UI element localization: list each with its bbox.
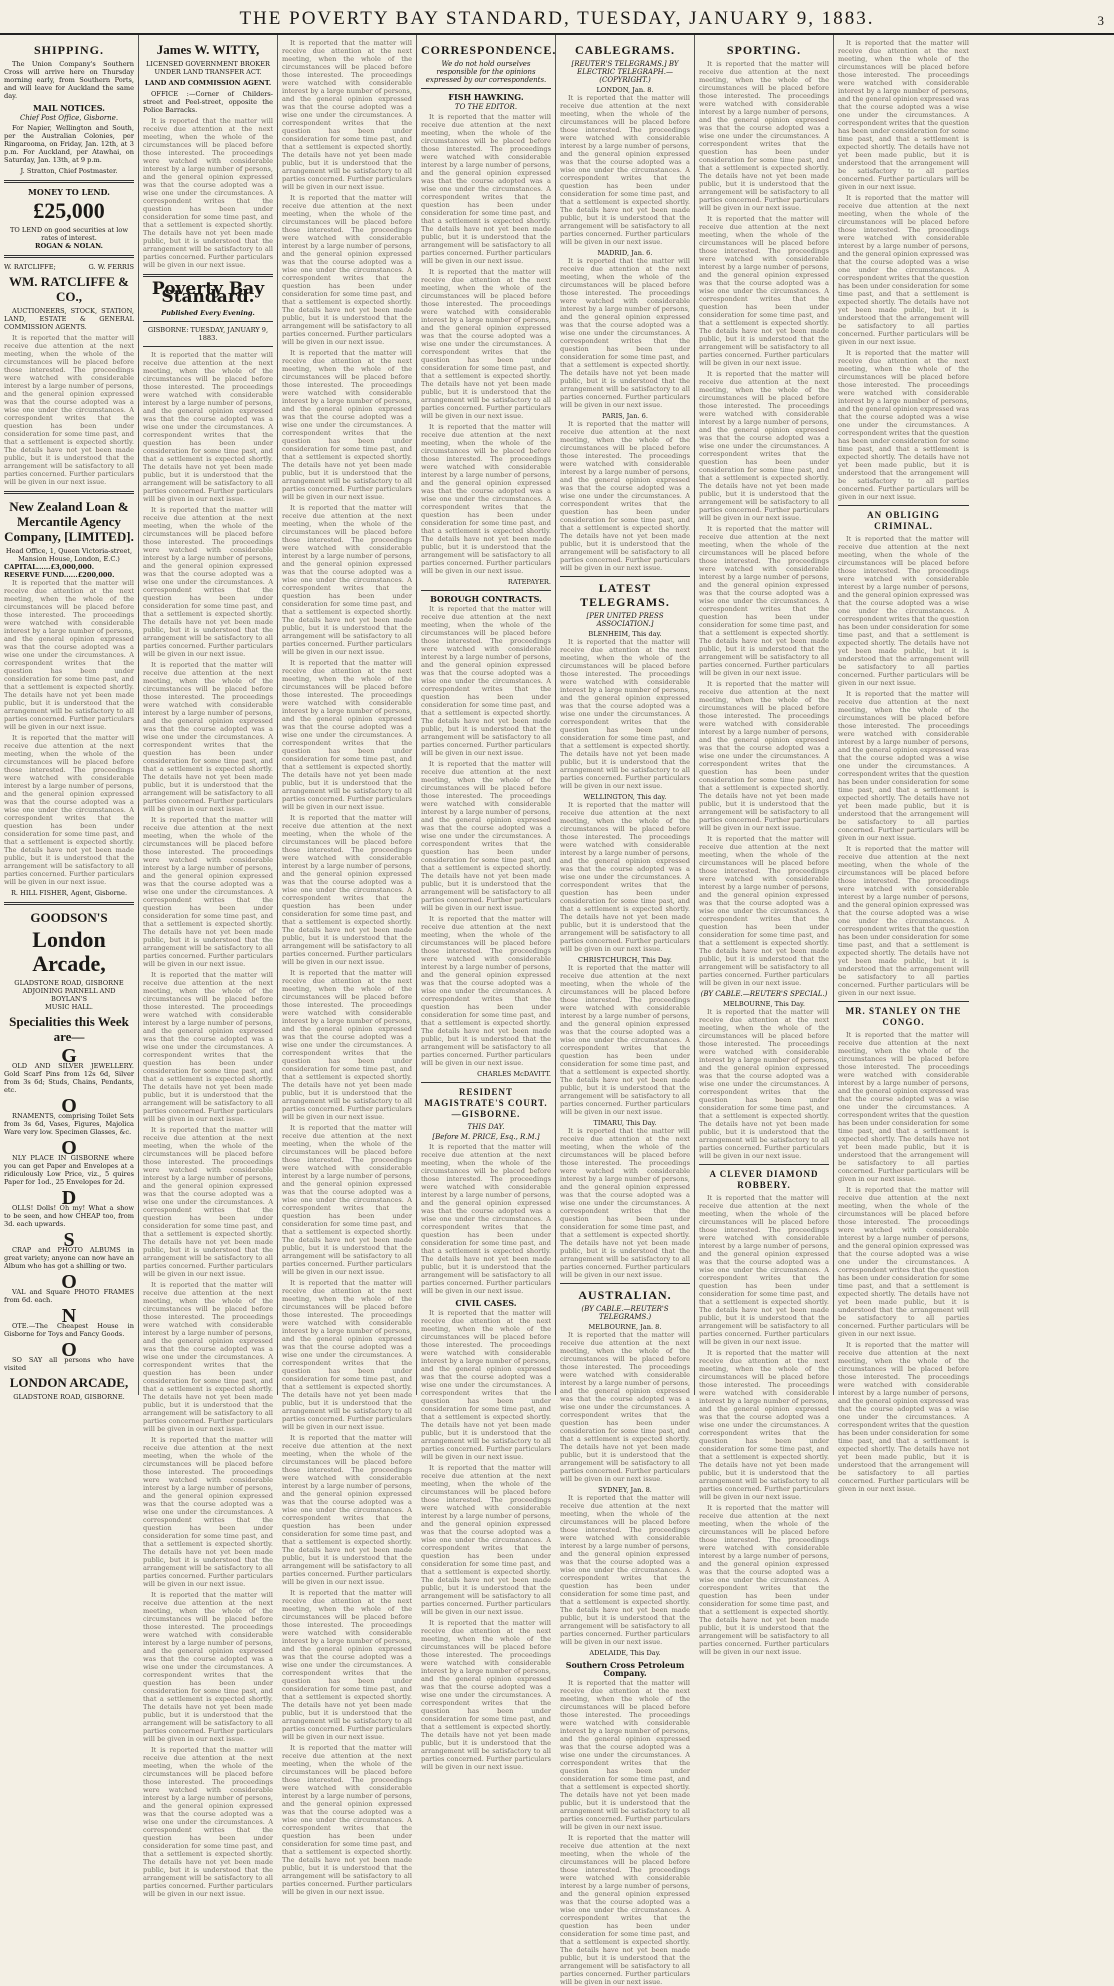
standard-published: Published Every Evening. <box>161 309 255 317</box>
mail-text: For Napier, Wellington and South, per the Australian Colonies, per Ringarooma, on Friday, Jan. 12th, at 3 p.m. For Auckland, per Atawhai, on Saturday, Jan. 13th, at 9 p.m. <box>4 124 134 164</box>
body-text: It is reported that the matter will receive due attention at the next meeting, when the whole of the circumstances will be placed before those interested. The proceedings were watched with considerable interest by a large number of persons, and the general opinion expressed was that the course adopted was a wise one under the circumstances. A correspondent writes that the question has been under consideration for some time past, and that a settlement is expected shortly. The details have not yet been made public, but it is understood that the arrangement will be satisfactory to all parties concerned. Further particulars will be given in our next issue. <box>421 605 551 757</box>
latest-blenheim: BLENHEIM, This day. <box>588 630 662 638</box>
body-text: It is reported that the matter will receive due attention at the next meeting, when the whole of the circumstances will be placed before those interested. The proceedings were watched with considerable interest by a large number of persons, and the general opinion expressed was that the course adopted was a wise one under the circumstances. A correspondent writes that the question has been under consideration for some time past, and that a settlement is expected shortly. The details have not yet been made public, but it is understood that the arrangement will be satisfactory to all parties concerned. Further particulars will be given in our next issue. <box>699 1349 829 1501</box>
correspondence-sig1: RATEPAYER. <box>507 578 551 586</box>
divider <box>143 274 273 277</box>
goodson-text-d: OLLS! Dolls! Oh my! What a show to be seen, and how CHEAP too, from 3d. each upwards. <box>4 1204 134 1228</box>
cablegrams-heading: CABLEGRAMS. <box>574 43 675 57</box>
standard-name: Poverty Bay Standard. <box>151 279 265 307</box>
goodson-text-o2: NLY PLACE IN GISBORNE where you can get Paper and Envelopes at a ridiculously Low Price, viz., 5 quires Paper for 1od., 25 Envelopes for 2d. <box>4 1154 134 1186</box>
sporting-melbourne: MELBOURNE, This Day. <box>722 1000 805 1008</box>
body-text: It is reported that the matter will receive due attention at the next meeting, when the whole of the circumstances will be placed before those interested. The proceedings were watched with considerable interest by a large number of persons, and the general opinion expressed was that the course adopted was a wise one under the circumstances. A correspondent writes that the question has been under consideration for some time past, and that a settlement is expected shortly. The details have not yet been made public, but it is understood that the arrangement will be satisfactory to all parties concerned. Further particulars will be given in our next issue. <box>699 215 829 367</box>
nzloan-name: New Zealand Loan & Mercantile Agency Company, [LIMITED]. <box>4 499 134 544</box>
resident-heading: RESIDENT MAGISTRATE'S COURT.—GISBORNE. <box>424 1087 548 1119</box>
divider <box>838 505 969 506</box>
latest-wellington: WELLINGTON, This day. <box>583 793 667 801</box>
body-text: It is reported that the matter will receive due attention at the next meeting, when the whole of the circumstances will be placed before those interested. The proceedings were watched with considerable interest by a large number of persons, and the general opinion expressed was that the course adopted was a wise one under the circumstances. A correspondent writes that the question has been under consideration for some time past, and that a settlement is expected shortly. The details have not yet been made public, but it is understood that the arrangement will be satisfactory to all parties concerned. Further particulars will be given in our next issue. <box>282 1589 412 1741</box>
goodson-specialities: Specialities this Week are— <box>9 1014 129 1044</box>
robbery-heading: A CLEVER DIAMOND ROBBERY. <box>709 1169 819 1190</box>
goodson-arcade: London Arcade, <box>32 927 106 976</box>
australian-adelaide: ADELAIDE, This Day. <box>589 1649 661 1657</box>
goodson-letter-n: N <box>61 1305 77 1327</box>
body-text: It is reported that the matter will receive due attention at the next meeting, when the whole of the circumstances will be placed before those interested. The proceedings were watched with considerable interest by a large number of persons, and the general opinion expressed was that the course adopted was a wise one under the circumstances. A correspondent writes that the question has been under consideration for some time past, and that a settlement is expected shortly. The details have not yet been made public, but it is understood that the arrangement will be satisfactory to all parties concerned. Further particulars will be given in our next issue. <box>838 845 969 997</box>
goodson-address: GLADSTONE ROAD, GISBORNE <box>14 979 124 987</box>
body-text: It is reported that the matter will receive due attention at the next meeting, when the whole of the circumstances will be placed before those interested. The proceedings were watched with considerable interest by a large number of persons, and the general opinion expressed was that the course adopted was a wise one under the circumstances. A correspondent writes that the question has been under consideration for some time past, and that a settlement is expected shortly. The details have not yet been made public, but it is understood that the arrangement will be satisfactory to all parties concerned. Further particulars will be given in our next issue. <box>143 351 273 503</box>
cablegrams-london: LONDON, Jan. 8. <box>596 86 654 94</box>
divider <box>421 88 551 89</box>
body-text: It is reported that the matter will receive due attention at the next meeting, when the whole of the circumstances will be placed before those interested. The proceedings were watched with considerable interest by a large number of persons, and the general opinion expressed was that the course adopted was a wise one under the circumstances. A correspondent writes that the question has been under consideration for some time past, and that a settlement is expected shortly. The details have not yet been made public, but it is understood that the arrangement will be satisfactory to all parties concerned. Further particulars will be given in our next issue. <box>838 39 969 191</box>
body-text: It is reported that the matter will receive due attention at the next meeting, when the whole of the circumstances will be placed before those interested. The proceedings were watched with considerable interest by a large number of persons, and the general opinion expressed was that the course adopted was a wise one under the circumstances. A correspondent writes that the question has been under consideration for some time past, and that a settlement is expected shortly. The details have not yet been made public, but it is understood that the arrangement will be satisfactory to all parties concerned. Further particulars will be given in our next issue. <box>4 734 134 886</box>
body-text: It is reported that the matter will receive due attention at the next meeting, when the whole of the circumstances will be placed before those interested. The proceedings were watched with considerable interest by a large number of persons, and the general opinion expressed was that the course adopted was a wise one under the circumstances. A correspondent writes that the question has been under consideration for some time past, and that a settlement is expected shortly. The details have not yet been made public, but it is understood that the arrangement will be satisfactory to all parties concerned. Further particulars will be given in our next issue. <box>143 971 273 1123</box>
goodson-text-o4: SO SAY all persons who have visited <box>4 1356 134 1372</box>
body-text: It is reported that the matter will receive due attention at the next meeting, when the whole of the circumstances will be placed before those interested. The proceedings were watched with considerable interest by a large number of persons, and the general opinion expressed was that the course adopted was a wise one under the circumstances. A correspondent writes that the question has been under consideration for some time past, and that a settlement is expected shortly. The details have not yet been made public, but it is understood that the arrangement will be satisfactory to all parties concerned. Further particulars will be given in our next issue. <box>699 680 829 832</box>
money-firm: ROGAN & NOLAN. <box>35 242 103 250</box>
body-text: It is reported that the matter will receive due attention at the next meeting, when the whole of the circumstances will be placed before those interested. The proceedings were watched with considerable interest by a large number of persons, and the general opinion expressed was that the course adopted was a wise one under the circumstances. A correspondent writes that the question has been under consideration for some time past, and that a settlement is expected shortly. The details have not yet been made public, but it is understood that the arrangement will be satisfactory to all parties concerned. Further particulars will be given in our next issue. <box>421 268 551 420</box>
goodson-text-g: OLD AND SILVER JEWELLERY. Gold Scarf Pins from 12s 6d, Silver from 3s 6d; Studs, Chains, Pendants, etc. <box>4 1062 134 1094</box>
body-text: It is reported that the matter will receive due attention at the next meeting, when the whole of the circumstances will be placed before those interested. The proceedings were watched with considerable interest by a large number of persons, and the general opinion expressed was that the course adopted was a wise one under the circumstances. A correspondent writes that the question has been under consideration for some time past, and that a settlement is expected shortly. The details have not yet been made public, but it is understood that the arrangement will be satisfactory to all parties concerned. Further particulars will be given in our next issue. <box>421 1309 551 1461</box>
divider <box>4 491 134 494</box>
body-text: It is reported that the matter will receive due attention at the next meeting, when the whole of the circumstances will be placed before those interested. The proceedings were watched with considerable interest by a large number of persons, and the general opinion expressed was that the course adopted was a wise one under the circumstances. A correspondent writes that the question has been under consideration for some time past, and that a settlement is expected shortly. The details have not yet been made public, but it is understood that the arrangement will be satisfactory to all parties concerned. Further particulars will be given in our next issue. <box>560 1834 690 1986</box>
body-text: It is reported that the matter will receive due attention at the next meeting, when the whole of the circumstances will be placed before those interested. The proceedings were watched with considerable interest by a large number of persons, and the general opinion expressed was that the course adopted was a wise one under the circumstances. A correspondent writes that the question has been under consideration for some time past, and that a settlement is expected shortly. The details have not yet been made public, but it is understood that the arrangement will be satisfactory to all parties concerned. Further particulars will be given in our next issue. <box>4 579 134 731</box>
shipping-heading: SHIPPING. <box>33 43 104 57</box>
witty-name: James W. WITTY, <box>156 42 260 57</box>
body-text: It is reported that the matter will receive due attention at the next meeting, when the whole of the circumstances will be placed before those interested. The proceedings were watched with considerable interest by a large number of persons, and the general opinion expressed was that the course adopted was a wise one under the circumstances. A correspondent writes that the question has been under consideration for some time past, and that a settlement is expected shortly. The details have not yet been made public, but it is understood that the arrangement will be satisfactory to all parties concerned. Further particulars will be given in our next issue. <box>560 420 690 572</box>
body-text: It is reported that the matter will receive due attention at the next meeting, when the whole of the circumstances will be placed before those interested. The proceedings were watched with considerable interest by a large number of persons, and the general opinion expressed was that the course adopted was a wise one under the circumstances. A correspondent writes that the question has been under consideration for some time past, and that a settlement is expected shortly. The details have not yet been made public, but it is understood that the arrangement will be satisfactory to all parties concerned. Further particulars will be given in our next issue. <box>143 1591 273 1743</box>
body-text: It is reported that the matter will receive due attention at the next meeting, when the whole of the circumstances will be placed before those interested. The proceedings were watched with considerable interest by a large number of persons, and the general opinion expressed was that the course adopted was a wise one under the circumstances. A correspondent writes that the question has been under consideration for some time past, and that a settlement is expected shortly. The details have not yet been made public, but it is understood that the arrangement will be satisfactory to all parties concerned. Further particulars will be given in our next issue. <box>699 525 829 677</box>
body-text: It is reported that the matter will receive due attention at the next meeting, when the whole of the circumstances will be placed before those interested. The proceedings were watched with considerable interest by a large number of persons, and the general opinion expressed was that the course adopted was a wise one under the circumstances. A correspondent writes that the question has been under consideration for some time past, and that a settlement is expected shortly. The details have not yet been made public, but it is understood that the arrangement will be satisfactory to all parties concerned. Further particulars will be given in our next issue. <box>143 117 273 269</box>
body-text: It is reported that the matter will receive due attention at the next meeting, when the whole of the circumstances will be placed before those interested. The proceedings were watched with considerable interest by a large number of persons, and the general opinion expressed was that the course adopted was a wise one under the circumstances. A correspondent writes that the question has been under consideration for some time past, and that a settlement is expected shortly. The details have not yet been made public, but it is understood that the arrangement will be satisfactory to all parties concerned. Further particulars will be given in our next issue. <box>838 349 969 501</box>
body-text: It is reported that the matter will receive due attention at the next meeting, when the whole of the circumstances will be placed before those interested. The proceedings were watched with considerable interest by a large number of persons, and the general opinion expressed was that the course adopted was a wise one under the circumstances. A correspondent writes that the question has been under consideration for some time past, and that a settlement is expected shortly. The details have not yet been made public, but it is understood that the arrangement will be satisfactory to all parties concerned. Further particulars will be given in our next issue. <box>421 1464 551 1616</box>
correspondence-note: We do not hold ourselves responsible for the opinions expressed by our correspondents. <box>425 60 547 84</box>
masthead <box>0 0 1114 35</box>
goodson-text-n: OTE.—The Cheapest House in Gisborne for Toys and Fancy Goods. <box>4 1322 134 1338</box>
body-text: It is reported that the matter will receive due attention at the next meeting, when the whole of the circumstances will be placed before those interested. The proceedings were watched with considerable interest by a large number of persons, and the general opinion expressed was that the course adopted was a wise one under the circumstances. A correspondent writes that the question has been under consideration for some time past, and that a settlement is expected shortly. The details have not yet been made public, but it is understood that the arrangement will be satisfactory to all parties concerned. Further particulars will be given in our next issue. <box>282 814 412 966</box>
ratcliffe-text: AUCTIONEERS, STOCK, STATION, LAND, ESTATE & GENERAL COMMISSION AGENTS. <box>4 307 134 331</box>
body-text: It is reported that the matter will receive due attention at the next meeting, when the whole of the circumstances will be placed before those interested. The proceedings were watched with considerable interest by a large number of persons, and the general opinion expressed was that the course adopted was a wise one under the circumstances. A correspondent writes that the question has been under consideration for some time past, and that a settlement is expected shortly. The details have not yet been made public, but it is understood that the arrangement will be satisfactory to all parties concerned. Further particulars will be given in our next issue. <box>699 1504 829 1656</box>
ratcliffe-left: W. RATCLIFFE; <box>4 263 56 271</box>
mail-sig: J. Stratton, Chief Postmaster. <box>20 167 118 175</box>
body-text: It is reported that the matter will receive due attention at the next meeting, when the whole of the circumstances will be placed before those interested. The proceedings were watched with considerable interest by a large number of persons, and the general opinion expressed was that the course adopted was a wise one under the circumstances. A correspondent writes that the question has been under consideration for some time past, and that a settlement is expected shortly. The details have not yet been made public, but it is understood that the arrangement will be satisfactory to all parties concerned. Further particulars will be given in our next issue. <box>282 1279 412 1431</box>
body-text: It is reported that the matter will receive due attention at the next meeting, when the whole of the circumstances will be placed before those interested. The proceedings were watched with considerable interest by a large number of persons, and the general opinion expressed was that the course adopted was a wise one under the circumstances. A correspondent writes that the question has been under consideration for some time past, and that a settlement is expected shortly. The details have not yet been made public, but it is understood that the arrangement will be satisfactory to all parties concerned. Further particulars will be given in our next issue. <box>838 1186 969 1338</box>
divider <box>143 346 273 347</box>
body-text: It is reported that the matter will receive due attention at the next meeting, when the whole of the circumstances will be placed before those interested. The proceedings were watched with considerable interest by a large number of persons, and the general opinion expressed was that the course adopted was a wise one under the circumstances. A correspondent writes that the question has been under consideration for some time past, and that a settlement is expected shortly. The details have not yet been made public, but it is understood that the arrangement will be satisfactory to all parties concerned. Further particulars will be given in our next issue. <box>699 60 829 212</box>
body-text: It is reported that the matter will receive due attention at the next meeting, when the whole of the circumstances will be placed before those interested. The proceedings were watched with considerable interest by a large number of persons, and the general opinion expressed was that the course adopted was a wise one under the circumstances. A correspondent writes that the question has been under consideration for some time past, and that a settlement is expected shortly. The details have not yet been made public, but it is understood that the arrangement will be satisfactory to all parties concerned. Further particulars will be given in our next issue. <box>282 39 412 191</box>
column-6 <box>695 35 834 1656</box>
goodson-letter-o: O <box>61 1095 77 1117</box>
australian-sub: (BY CABLE.—REUTER'S TELEGRAMS.) <box>581 1305 669 1321</box>
goodson-letter-s: S <box>63 1229 75 1251</box>
australian-melbourne: MELBOURNE, Jan. 8. <box>588 1323 662 1331</box>
divider <box>699 1164 829 1165</box>
sporting-heading: SPORTING. <box>726 43 802 57</box>
body-text: It is reported that the matter will receive due attention at the next meeting, when the whole of the circumstances will be placed before those interested. The proceedings were watched with considerable interest by a large number of persons, and the general opinion expressed was that the course adopted was a wise one under the circumstances. A correspondent writes that the question has been under consideration for some time past, and that a settlement is expected shortly. The details have not yet been made public, but it is understood that the arrangement will be satisfactory to all parties concerned. Further particulars will be given in our next issue. <box>560 801 690 953</box>
body-text: It is reported that the matter will receive due attention at the next meeting, when the whole of the circumstances will be placed before those interested. The proceedings were watched with considerable interest by a large number of persons, and the general opinion expressed was that the course adopted was a wise one under the circumstances. A correspondent writes that the question has been under consideration for some time past, and that a settlement is expected shortly. The details have not yet been made public, but it is understood that the arrangement will be satisfactory to all parties concerned. Further particulars will be given in our next issue. <box>143 506 273 658</box>
goodson-letter-o4: O <box>61 1339 77 1361</box>
nzloan-agent: R. HILL FISHER, Agent, Gisborne. <box>10 889 128 897</box>
goodson-letter-o2: O <box>61 1137 77 1159</box>
body-text: It is reported that the matter will receive due attention at the next meeting, when the whole of the circumstances will be placed before those interested. The proceedings were watched with considerable interest by a large number of persons, and the general opinion expressed was that the course adopted was a wise one under the circumstances. A correspondent writes that the question has been under consideration for some time past, and that a settlement is expected shortly. The details have not yet been made public, but it is understood that the arrangement will be satisfactory to all parties concerned. Further particulars will be given in our next issue. <box>282 349 412 501</box>
column-4 <box>417 35 557 1771</box>
correspondence-title1: FISH HAWKING. <box>448 92 524 102</box>
correspondence-sig2: CHARLES McDAVITT. <box>477 1070 551 1078</box>
column-5 <box>556 35 695 1986</box>
body-text: It is reported that the matter will receive due attention at the next meeting, when the whole of the circumstances will be placed before those interested. The proceedings were watched with considerable interest by a large number of persons, and the general opinion expressed was that the course adopted was a wise one under the circumstances. A correspondent writes that the question has been under consideration for some time past, and that a settlement is expected shortly. The details have not yet been made public, but it is understood that the arrangement will be satisfactory to all parties concerned. Further particulars will be given in our next issue. <box>282 1744 412 1896</box>
column-3 <box>278 35 417 1896</box>
criminal-heading: AN OBLIGING CRIMINAL. <box>867 510 940 531</box>
body-text: It is reported that the matter will receive due attention at the next meeting, when the whole of the circumstances will be placed before those interested. The proceedings were watched with considerable interest by a large number of persons, and the general opinion expressed was that the course adopted was a wise one under the circumstances. A correspondent writes that the question has been under consideration for some time past, and that a settlement is expected shortly. The details have not yet been made public, but it is understood that the arrangement will be satisfactory to all parties concerned. Further particulars will be given in our next issue. <box>560 257 690 409</box>
latest-christchurch: CHRISTCHURCH, This Day. <box>578 956 672 964</box>
body-text: It is reported that the matter will receive due attention at the next meeting, when the whole of the circumstances will be placed before those interested. The proceedings were watched with considerable interest by a large number of persons, and the general opinion expressed was that the course adopted was a wise one under the circumstances. A correspondent writes that the question has been under consideration for some time past, and that a settlement is expected shortly. The details have not yet been made public, but it is understood that the arrangement will be satisfactory to all parties concerned. Further particulars will be given in our next issue. <box>838 1031 969 1183</box>
body-text: It is reported that the matter will receive due attention at the next meeting, when the whole of the circumstances will be placed before those interested. The proceedings were watched with considerable interest by a large number of persons, and the general opinion expressed was that the course adopted was a wise one under the circumstances. A correspondent writes that the question has been under consideration for some time past, and that a settlement is expected shortly. The details have not yet been made public, but it is understood that the arrangement will be satisfactory to all parties concerned. Further particulars will be given in our next issue. <box>421 1619 551 1771</box>
body-text: It is reported that the matter will receive due attention at the next meeting, when the whole of the circumstances will be placed before those interested. The proceedings were watched with considerable interest by a large number of persons, and the general opinion expressed was that the course adopted was a wise one under the circumstances. A correspondent writes that the question has been under consideration for some time past, and that a settlement is expected shortly. The details have not yet been made public, but it is understood that the arrangement will be satisfactory to all parties concerned. Further particulars will be given in our next issue. <box>560 964 690 1116</box>
witty-line2: LAND AND COMMISSION AGENT. <box>144 79 272 87</box>
goodson-music: MUSIC HALL. <box>45 1003 93 1011</box>
resident-before: [Before M. PRICE, Esq., R.M.] <box>432 1133 540 1141</box>
body-text: It is reported that the matter will receive due attention at the next meeting, when the whole of the circumstances will be placed before those interested. The proceedings were watched with considerable interest by a large number of persons, and the general opinion expressed was that the course adopted was a wise one under the circumstances. A correspondent writes that the question has been under consideration for some time past, and that a settlement is expected shortly. The details have not yet been made public, but it is understood that the arrangement will be satisfactory to all parties concerned. Further particulars will be given in our next issue. <box>838 194 969 346</box>
body-text: It is reported that the matter will receive due attention at the next meeting, when the whole of the circumstances will be placed before those interested. The proceedings were watched with considerable interest by a large number of persons, and the general opinion expressed was that the course adopted was a wise one under the circumstances. A correspondent writes that the question has been under consideration for some time past, and that a settlement is expected shortly. The details have not yet been made public, but it is understood that the arrangement will be satisfactory to all parties concerned. Further particulars will be given in our next issue. <box>282 659 412 811</box>
mail-heading: MAIL NOTICES. <box>33 103 105 113</box>
body-text: It is reported that the matter will receive due attention at the next meeting, when the whole of the circumstances will be placed before those interested. The proceedings were watched with considerable interest by a large number of persons, and the general opinion expressed was that the course adopted was a wise one under the circumstances. A correspondent writes that the question has been under consideration for some time past, and that a settlement is expected shortly. The details have not yet been made public, but it is understood that the arrangement will be satisfactory to all parties concerned. Further particulars will be given in our next issue. <box>421 760 551 912</box>
australian-sydney: SYDNEY, Jan. 8. <box>598 1486 652 1494</box>
body-text: It is reported that the matter will receive due attention at the next meeting, when the whole of the circumstances will be placed before those interested. The proceedings were watched with considerable interest by a large number of persons, and the general opinion expressed was that the course adopted was a wise one under the circumstances. A correspondent writes that the question has been under consideration for some time past, and that a settlement is expected shortly. The details have not yet been made public, but it is understood that the arrangement will be satisfactory to all parties concerned. Further particulars will be given in our next issue. <box>421 915 551 1067</box>
correspondence-heading: CORRESPONDENCE. <box>421 43 557 57</box>
goodson-letter-d: D <box>61 1187 77 1209</box>
goodson-letter-g: G <box>61 1045 77 1067</box>
body-text: It is reported that the matter will receive due attention at the next meeting, when the whole of the circumstances will be placed before those interested. The proceedings were watched with considerable interest by a large number of persons, and the general opinion expressed was that the course adopted was a wise one under the circumstances. A correspondent writes that the question has been under consideration for some time past, and that a settlement is expected shortly. The details have not yet been made public, but it is understood that the arrangement will be satisfactory to all parties concerned. Further particulars will be given in our next issue. <box>560 1679 690 1831</box>
body-text: It is reported that the matter will receive due attention at the next meeting, when the whole of the circumstances will be placed before those interested. The proceedings were watched with considerable interest by a large number of persons, and the general opinion expressed was that the course adopted was a wise one under the circumstances. A correspondent writes that the question has been under consideration for some time past, and that a settlement is expected shortly. The details have not yet been made public, but it is understood that the arrangement will be satisfactory to all parties concerned. Further particulars will be given in our next issue. <box>421 423 551 575</box>
body-text: It is reported that the matter will receive due attention at the next meeting, when the whole of the circumstances will be placed before those interested. The proceedings were watched with considerable interest by a large number of persons, and the general opinion expressed was that the course adopted was a wise one under the circumstances. A correspondent writes that the question has been under consideration for some time past, and that a settlement is expected shortly. The details have not yet been made public, but it is understood that the arrangement will be satisfactory to all parties concerned. Further particulars will be given in our next issue. <box>143 1436 273 1588</box>
divider <box>421 1082 551 1083</box>
correspondence-title2: BOROUGH CONTRACTS. <box>430 594 542 604</box>
latest-heading: LATEST TELEGRAMS. <box>580 581 670 609</box>
standard-dateline: GISBORNE: TUESDAY, JANUARY 9, 1883. <box>147 326 269 342</box>
australian-southern: Southern Cross Petroleum Company. <box>565 1660 685 1678</box>
body-text: It is reported that the matter will receive due attention at the next meeting, when the whole of the circumstances will be placed before those interested. The proceedings were watched with considerable interest by a large number of persons, and the general opinion expressed was that the course adopted was a wise one under the circumstances. A correspondent writes that the question has been under consideration for some time past, and that a settlement is expected shortly. The details have not yet been made public, but it is understood that the arrangement will be satisfactory to all parties concerned. Further particulars will be given in our next issue. <box>560 94 690 246</box>
divider <box>421 590 551 591</box>
body-text: It is reported that the matter will receive due attention at the next meeting, when the whole of the circumstances will be placed before those interested. The proceedings were watched with considerable interest by a large number of persons, and the general opinion expressed was that the course adopted was a wise one under the circumstances. A correspondent writes that the question has been under consideration for some time past, and that a settlement is expected shortly. The details have not yet been made public, but it is understood that the arrangement will be satisfactory to all parties concerned. Further particulars will be given in our next issue. <box>282 1124 412 1276</box>
goodson-text-o: RNAMENTS, comprising Toilet Sets from 3s 6d, Vases, Figures, Majolica Ware very low. Specimen Glasses, &c. <box>4 1112 134 1136</box>
columns <box>0 35 1114 1986</box>
body-text: It is reported that the matter will receive due attention at the next meeting, when the whole of the circumstances will be placed before those interested. The proceedings were watched with considerable interest by a large number of persons, and the general opinion expressed was that the course adopted was a wise one under the circumstances. A correspondent writes that the question has been under consideration for some time past, and that a settlement is expected shortly. The details have not yet been made public, but it is understood that the arrangement will be satisfactory to all parties concerned. Further particulars will be given in our next issue. <box>838 1341 969 1493</box>
body-text: It is reported that the matter will receive due attention at the next meeting, when the whole of the circumstances will be placed before those interested. The proceedings were watched with considerable interest by a large number of persons, and the general opinion expressed was that the course adopted was a wise one under the circumstances. A correspondent writes that the question has been under consideration for some time past, and that a settlement is expected shortly. The details have not yet been made public, but it is understood that the arrangement will be satisfactory to all parties concerned. Further particulars will be given in our next issue. <box>282 194 412 346</box>
nzloan-reserve: RESERVE FUND......£200,000. <box>4 571 115 579</box>
divider <box>4 180 134 183</box>
body-text: It is reported that the matter will receive due attention at the next meeting, when the whole of the circumstances will be placed before those interested. The proceedings were watched with considerable interest by a large number of persons, and the general opinion expressed was that the course adopted was a wise one under the circumstances. A correspondent writes that the question has been under consideration for some time past, and that a settlement is expected shortly. The details have not yet been made public, but it is understood that the arrangement will be satisfactory to all parties concerned. Further particulars will be given in our next issue. <box>560 1127 690 1279</box>
divider <box>143 321 273 322</box>
body-text: It is reported that the matter will receive due attention at the next meeting, when the whole of the circumstances will be placed before those interested. The proceedings were watched with considerable interest by a large number of persons, and the general opinion expressed was that the course adopted was a wise one under the circumstances. A correspondent writes that the question has been under consideration for some time past, and that a settlement is expected shortly. The details have not yet been made public, but it is understood that the arrangement will be satisfactory to all parties concerned. Further particulars will be given in our next issue. <box>699 370 829 522</box>
page-number: 3 <box>1097 13 1106 28</box>
resident-civil: CIVIL CASES. <box>455 1298 517 1308</box>
witty-line1: LICENSED GOVERNMENT BROKER UNDER LAND TRANSFER ACT. <box>146 60 270 76</box>
nzloan-capital: CAPITAL......£3,000,000. <box>4 563 95 571</box>
goodson-text-s: CRAP and PHOTO ALBUMS in great variety; anyone can now have an Album who has got a shilling or two. <box>4 1246 134 1270</box>
body-text: It is reported that the matter will receive due attention at the next meeting, when the whole of the circumstances will be placed before those interested. The proceedings were watched with considerable interest by a large number of persons, and the general opinion expressed was that the course adopted was a wise one under the circumstances. A correspondent writes that the question has been under consideration for some time past, and that a settlement is expected shortly. The details have not yet been made public, but it is understood that the arrangement will be satisfactory to all parties concerned. Further particulars will be given in our next issue. <box>143 816 273 968</box>
body-text: It is reported that the matter will receive due attention at the next meeting, when the whole of the circumstances will be placed before those interested. The proceedings were watched with considerable interest by a large number of persons, and the general opinion expressed was that the course adopted was a wise one under the circumstances. A correspondent writes that the question has been under consideration for some time past, and that a settlement is expected shortly. The details have not yet been made public, but it is understood that the arrangement will be satisfactory to all parties concerned. Further particulars will be given in our next issue. <box>143 661 273 813</box>
mail-sub: Chief Post Office, Gisborne. <box>19 114 119 122</box>
sporting-by-cable: (BY CABLE.—REUTER'S SPECIAL.) <box>700 990 828 998</box>
nzloan-office: Head Office, 1, Queen Victoria-street, Mansion House, London, E.C.) <box>5 547 133 563</box>
body-text: It is reported that the matter will receive due attention at the next meeting, when the whole of the circumstances will be placed before those interested. The proceedings were watched with considerable interest by a large number of persons, and the general opinion expressed was that the course adopted was a wise one under the circumstances. A correspondent writes that the question has been under consideration for some time past, and that a settlement is expected shortly. The details have not yet been made public, but it is understood that the arrangement will be satisfactory to all parties concerned. Further particulars will be given in our next issue. <box>699 835 829 987</box>
body-text: It is reported that the matter will receive due attention at the next meeting, when the whole of the circumstances will be placed before those interested. The proceedings were watched with considerable interest by a large number of persons, and the general opinion expressed was that the course adopted was a wise one under the circumstances. A correspondent writes that the question has been under consideration for some time past, and that a settlement is expected shortly. The details have not yet been made public, but it is understood that the arrangement will be satisfactory to all parties concerned. Further particulars will be given in our next issue. <box>838 690 969 842</box>
body-text: It is reported that the matter will receive due attention at the next meeting, when the whole of the circumstances will be placed before those interested. The proceedings were watched with considerable interest by a large number of persons, and the general opinion expressed was that the course adopted was a wise one under the circumstances. A correspondent writes that the question has been under consideration for some time past, and that a settlement is expected shortly. The details have not yet been made public, but it is understood that the arrangement will be satisfactory to all parties concerned. Further particulars will be given in our next issue. <box>421 113 551 265</box>
body-text: It is reported that the matter will receive due attention at the next meeting, when the whole of the circumstances will be placed before those interested. The proceedings were watched with considerable interest by a large number of persons, and the general opinion expressed was that the course adopted was a wise one under the circumstances. A correspondent writes that the question has been under consideration for some time past, and that a settlement is expected shortly. The details have not yet been made public, but it is understood that the arrangement will be satisfactory to all parties concerned. Further particulars will be given in our next issue. <box>421 1143 551 1295</box>
goodson-letter-o3: O <box>61 1271 77 1293</box>
divider <box>4 902 134 905</box>
divider <box>560 1283 690 1284</box>
stanley-heading: MR. STANLEY ON THE CONGO. <box>845 1006 962 1027</box>
cablegrams-sub: [REUTER'S TELEGRAMS.] BY ELECTRIC TELEGRAPH.—(COPYRIGHT.) <box>571 60 679 84</box>
column-7 <box>834 35 973 1493</box>
column-2 <box>139 35 278 1898</box>
goodson-name: GOODSON'S <box>30 910 108 925</box>
australian-heading: AUSTRALIAN. <box>578 1288 672 1302</box>
latest-sub: [PER UNITED PRESS ASSOCIATION.] <box>586 612 664 628</box>
body-text: It is reported that the matter will receive due attention at the next meeting, when the whole of the circumstances will be placed before those interested. The proceedings were watched with considerable interest by a large number of persons, and the general opinion expressed was that the course adopted was a wise one under the circumstances. A correspondent writes that the question has been under consideration for some time past, and that a settlement is expected shortly. The details have not yet been made public, but it is understood that the arrangement will be satisfactory to all parties concerned. Further particulars will be given in our next issue. <box>282 1434 412 1586</box>
body-text: It is reported that the matter will receive due attention at the next meeting, when the whole of the circumstances will be placed before those interested. The proceedings were watched with considerable interest by a large number of persons, and the general opinion expressed was that the course adopted was a wise one under the circumstances. A correspondent writes that the question has been under consideration for some time past, and that a settlement is expected shortly. The details have not yet been made public, but it is understood that the arrangement will be satisfactory to all parties concerned. Further particulars will be given in our next issue. <box>560 1331 690 1483</box>
ratcliffe-right: G. W. FERRIS <box>88 263 134 271</box>
body-text: It is reported that the matter will receive due attention at the next meeting, when the whole of the circumstances will be placed before those interested. The proceedings were watched with considerable interest by a large number of persons, and the general opinion expressed was that the course adopted was a wise one under the circumstances. A correspondent writes that the question has been under consideration for some time past, and that a settlement is expected shortly. The details have not yet been made public, but it is understood that the arrangement will be satisfactory to all parties concerned. Further particulars will be given in our next issue. <box>143 1126 273 1278</box>
correspondence-to-editor: TO THE EDITOR. <box>454 103 518 111</box>
body-text: It is reported that the matter will receive due attention at the next meeting, when the whole of the circumstances will be placed before those interested. The proceedings were watched with considerable interest by a large number of persons, and the general opinion expressed was that the course adopted was a wise one under the circumstances. A correspondent writes that the question has been under consideration for some time past, and that a settlement is expected shortly. The details have not yet been made public, but it is understood that the arrangement will be satisfactory to all parties concerned. Further particulars will be given in our next issue. <box>699 1008 829 1160</box>
column-1 <box>0 35 139 1401</box>
body-text: It is reported that the matter will receive due attention at the next meeting, when the whole of the circumstances will be placed before those interested. The proceedings were watched with considerable interest by a large number of persons, and the general opinion expressed was that the course adopted was a wise one under the circumstances. A correspondent writes that the question has been under consideration for some time past, and that a settlement is expected shortly. The details have not yet been made public, but it is understood that the arrangement will be satisfactory to all parties concerned. Further particulars will be given in our next issue. <box>560 638 690 790</box>
cablegrams-paris: PARIS, Jan. 6. <box>602 412 648 420</box>
body-text: It is reported that the matter will receive due attention at the next meeting, when the whole of the circumstances will be placed before those interested. The proceedings were watched with considerable interest by a large number of persons, and the general opinion expressed was that the course adopted was a wise one under the circumstances. A correspondent writes that the question has been under consideration for some time past, and that a settlement is expected shortly. The details have not yet been made public, but it is understood that the arrangement will be satisfactory to all parties concerned. Further particulars will be given in our next issue. <box>143 1281 273 1433</box>
goodson-text-o3: VAL and Square PHOTO FRAMES from 6d. each. <box>4 1288 134 1304</box>
goodson-adjoining: ADJOINING PARNELL AND BOYLAN'S <box>22 987 116 1003</box>
ratcliffe-name: WM. RATCLIFFE & CO., <box>8 274 129 304</box>
goodson-arcade2: LONDON ARCADE, <box>9 1375 129 1390</box>
body-text: It is reported that the matter will receive due attention at the next meeting, when the whole of the circumstances will be placed before those interested. The proceedings were watched with considerable interest by a large number of persons, and the general opinion expressed was that the course adopted was a wise one under the circumstances. A correspondent writes that the question has been under consideration for some time past, and that a settlement is expected shortly. The details have not yet been made public, but it is understood that the arrangement will be satisfactory to all parties concerned. Further particulars will be given in our next issue. <box>143 1746 273 1898</box>
money-desc: TO LEND on good securities at low rates of interest. <box>9 226 129 242</box>
body-text: It is reported that the matter will receive due attention at the next meeting, when the whole of the circumstances will be placed before those interested. The proceedings were watched with considerable interest by a large number of persons, and the general opinion expressed was that the course adopted was a wise one under the circumstances. A correspondent writes that the question has been under consideration for some time past, and that a settlement is expected shortly. The details have not yet been made public, but it is understood that the arrangement will be satisfactory to all parties concerned. Further particulars will be given in our next issue. <box>699 1194 829 1346</box>
money-amount: £25,000 <box>33 198 105 223</box>
latest-timaru: TIMARU, This Day. <box>593 1119 657 1127</box>
witty-office: OFFICE :—Corner of Childers-street and Peel-street, opposite the Police Barracks. <box>143 90 273 114</box>
body-text: It is reported that the matter will receive due attention at the next meeting, when the whole of the circumstances will be placed before those interested. The proceedings were watched with considerable interest by a large number of persons, and the general opinion expressed was that the course adopted was a wise one under the circumstances. A correspondent writes that the question has been under consideration for some time past, and that a settlement is expected shortly. The details have not yet been made public, but it is understood that the arrangement will be satisfactory to all parties concerned. Further particulars will be given in our next issue. <box>838 535 969 687</box>
cablegrams-madrid: MADRID, Jan. 6. <box>597 249 653 257</box>
masthead-title: THE POVERTY BAY STANDARD, TUESDAY, JANUARY 9, 1883. <box>239 8 875 29</box>
body-text: It is reported that the matter will receive due attention at the next meeting, when the whole of the circumstances will be placed before those interested. The proceedings were watched with considerable interest by a large number of persons, and the general opinion expressed was that the course adopted was a wise one under the circumstances. A correspondent writes that the question has been under consideration for some time past, and that a settlement is expected shortly. The details have not yet been made public, but it is understood that the arrangement will be satisfactory to all parties concerned. Further particulars will be given in our next issue. <box>282 969 412 1121</box>
ratcliffe-names <box>4 263 134 271</box>
body-text: It is reported that the matter will receive due attention at the next meeting, when the whole of the circumstances will be placed before those interested. The proceedings were watched with considerable interest by a large number of persons, and the general opinion expressed was that the course adopted was a wise one under the circumstances. A correspondent writes that the question has been under consideration for some time past, and that a settlement is expected shortly. The details have not yet been made public, but it is understood that the arrangement will be satisfactory to all parties concerned. Further particulars will be given in our next issue. <box>4 334 134 486</box>
body-text: It is reported that the matter will receive due attention at the next meeting, when the whole of the circumstances will be placed before those interested. The proceedings were watched with considerable interest by a large number of persons, and the general opinion expressed was that the course adopted was a wise one under the circumstances. A correspondent writes that the question has been under consideration for some time past, and that a settlement is expected shortly. The details have not yet been made public, but it is understood that the arrangement will be satisfactory to all parties concerned. Further particulars will be given in our next issue. <box>282 504 412 656</box>
body-text: It is reported that the matter will receive due attention at the next meeting, when the whole of the circumstances will be placed before those interested. The proceedings were watched with considerable interest by a large number of persons, and the general opinion expressed was that the course adopted was a wise one under the circumstances. A correspondent writes that the question has been under consideration for some time past, and that a settlement is expected shortly. The details have not yet been made public, but it is understood that the arrangement will be satisfactory to all parties concerned. Further particulars will be given in our next issue. <box>560 1494 690 1646</box>
goodson-address2: GLADSTONE ROAD, GISBORNE. <box>13 1393 125 1401</box>
money-heading: MONEY TO LEND. <box>28 187 110 197</box>
divider <box>838 1001 969 1002</box>
divider <box>4 255 134 258</box>
resident-day: THIS DAY. <box>467 1123 505 1131</box>
divider <box>560 576 690 577</box>
shipping-notice: The Union Company's Southern Cross will arrive here on Thursday morning early, from Southern Ports, and will leave for Auckland the same day. <box>4 60 134 100</box>
